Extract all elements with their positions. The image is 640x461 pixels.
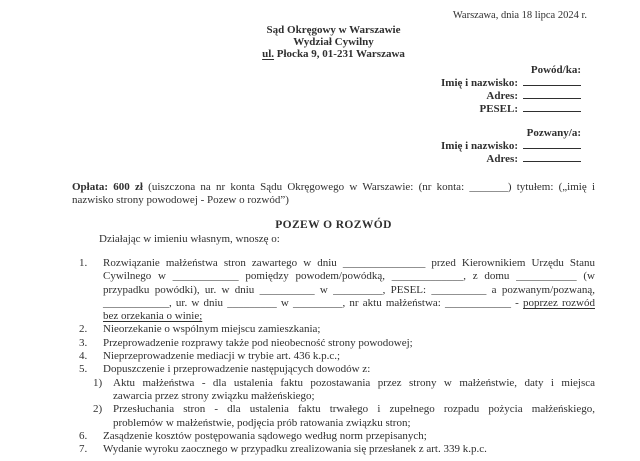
defendant-block [72, 127, 581, 166]
plaintiff-block [72, 64, 581, 116]
court-address [72, 48, 595, 60]
claim-item-1-line-1: Rozwiązanie małżeństwa stron zawartego w dniu _______________ przed Kierownikiem Urzędu Stanu [103, 257, 595, 269]
blank-line [523, 85, 581, 86]
claim-item-5-sub-1-line-1: Aktu małżeństwa - dla ustalenia faktu pozostawania przez strony w małżeństwie, daty i miejsca [113, 376, 595, 389]
fee-line-1 [72, 181, 595, 194]
claim-item-4-number: 4. [79, 350, 88, 363]
claims-list [72, 257, 595, 456]
claim-item-6 [72, 430, 595, 443]
claim-item-7-number: 7. [79, 443, 88, 456]
court-address-rest: Płocka 9, 01-231 Warszawa [274, 48, 405, 60]
claim-item-5-sub-2 [93, 403, 595, 430]
claim-item-2-text: Nieorzekanie o wspólnym miejscu zamieszkania; [103, 323, 321, 336]
plaintiff-name-row [72, 77, 581, 90]
claim-item-6-number: 6. [79, 429, 88, 442]
claim-item-5-sub-2-number: 2) [93, 403, 103, 416]
claim-item-7-text: Wydanie wyroku zaocznego w przypadku zrealizowania się przesłanek z art. 339 k.p.c. [103, 443, 487, 456]
claim-item-4-text: Nieprzeprowadzenie mediacji w trybie art. 436 k.p.c.; [103, 350, 341, 363]
defendant-name-label: Imię i nazwisko: [441, 140, 518, 152]
claim-item-3-text: Przeprowadzenie rozprawy także pod nieobecność strony powodowej; [103, 336, 413, 349]
claim-item-4 [72, 350, 595, 363]
claim-item-5-sub-2-line-2: problemów w małżeństwie, podjęcia prób ratowania związku stron; [113, 416, 411, 429]
plaintiff-address-label: Adres: [486, 90, 518, 102]
date-line: Warszawa, dnia 18 lipca 2024 r. [452, 10, 587, 21]
claim-item-1-line-4 [103, 297, 595, 310]
blank-line [523, 111, 581, 112]
claim-item-5 [72, 363, 595, 429]
plaintiff-pesel-row [72, 103, 581, 116]
claim-item-7 [72, 443, 595, 456]
defendant-role-label: Pozwany/a: [526, 127, 581, 139]
claim-item-5-sub-1 [93, 376, 595, 404]
claim-item-1-line-2: Cywilnego w ____________ pomiędzy powodem/powódką, _____________, z domu ___________ (w [103, 270, 595, 283]
claim-item-2-number: 2. [79, 323, 88, 336]
claim-item-1-number: 1. [79, 257, 88, 269]
defendant-address-row [72, 153, 581, 166]
document-title: POZEW O ROZWÓD [275, 219, 392, 231]
claim-item-1-line-4-underlined: poprzez rozwód [523, 296, 595, 309]
defendant-address-label: Adres: [486, 153, 518, 165]
fee-amount: Opłata: 600 zł [72, 181, 143, 193]
court-division: Wydział Cywilny [293, 36, 374, 48]
claim-item-2 [72, 323, 595, 336]
claim-item-3-number: 3. [79, 336, 88, 349]
fee-line-2: nazwisko strony powodowej - Pozew o rozwód”) [72, 194, 289, 206]
plaintiff-address-row [72, 90, 581, 103]
defendant-name-row [72, 140, 581, 153]
court-name: Sąd Okręgowy w Warszawie [266, 24, 401, 36]
claim-item-1 [72, 257, 595, 323]
plaintiff-pesel-label: PESEL: [479, 103, 518, 115]
claim-item-5-number: 5. [79, 363, 88, 376]
claim-item-5-sub-2-line-1: Przesłuchania stron - dla ustalenia faktu trwałego i zupełnego rozpadu pożycia małżeńskiego, [113, 403, 595, 416]
court-address-street-abbrev: ul. [262, 48, 275, 60]
fee-paragraph [72, 181, 595, 207]
blank-line [523, 161, 581, 162]
fee-line-1-rest: (uiszczona na nr konta Sądu Okręgowego w Warszawie: (nr konta: _______) tytułem: („imię i [142, 181, 596, 193]
intro-line: Działając w imieniu własnym, wnoszę o: [99, 233, 280, 245]
claim-item-1-line-5-underlined: bez orzekania o winie; [103, 310, 203, 323]
claim-item-5-text: Dopuszczenie i przeprowadzenie następujących dowodów z: [103, 363, 371, 376]
claim-item-3 [72, 337, 595, 350]
plaintiff-role-label: Powód/ka: [530, 64, 581, 76]
blank-line [523, 148, 581, 149]
claim-item-5-sub-1-number: 1) [93, 376, 103, 389]
plaintiff-name-label: Imię i nazwisko: [441, 77, 518, 89]
claim-item-1-line-4-text: ____________, ur. w dniu _________ w _________, nr aktu małżeństwa: ____________ - [103, 296, 524, 309]
claim-item-1-line-3: przypadku powódki), ur. w dniu __________ w _________, PESEL: __________ a pozwanym/pozwaną, [103, 283, 595, 296]
claim-item-1-line-5 [103, 310, 595, 323]
claim-item-6-text: Zasądzenie kosztów postępowania sądowego według norm przepisanych; [103, 429, 427, 442]
claim-item-5-sub-1-line-2: zawarcia przez strony związku małżeńskiego; [113, 389, 315, 402]
court-header [72, 24, 595, 60]
blank-line [523, 98, 581, 99]
